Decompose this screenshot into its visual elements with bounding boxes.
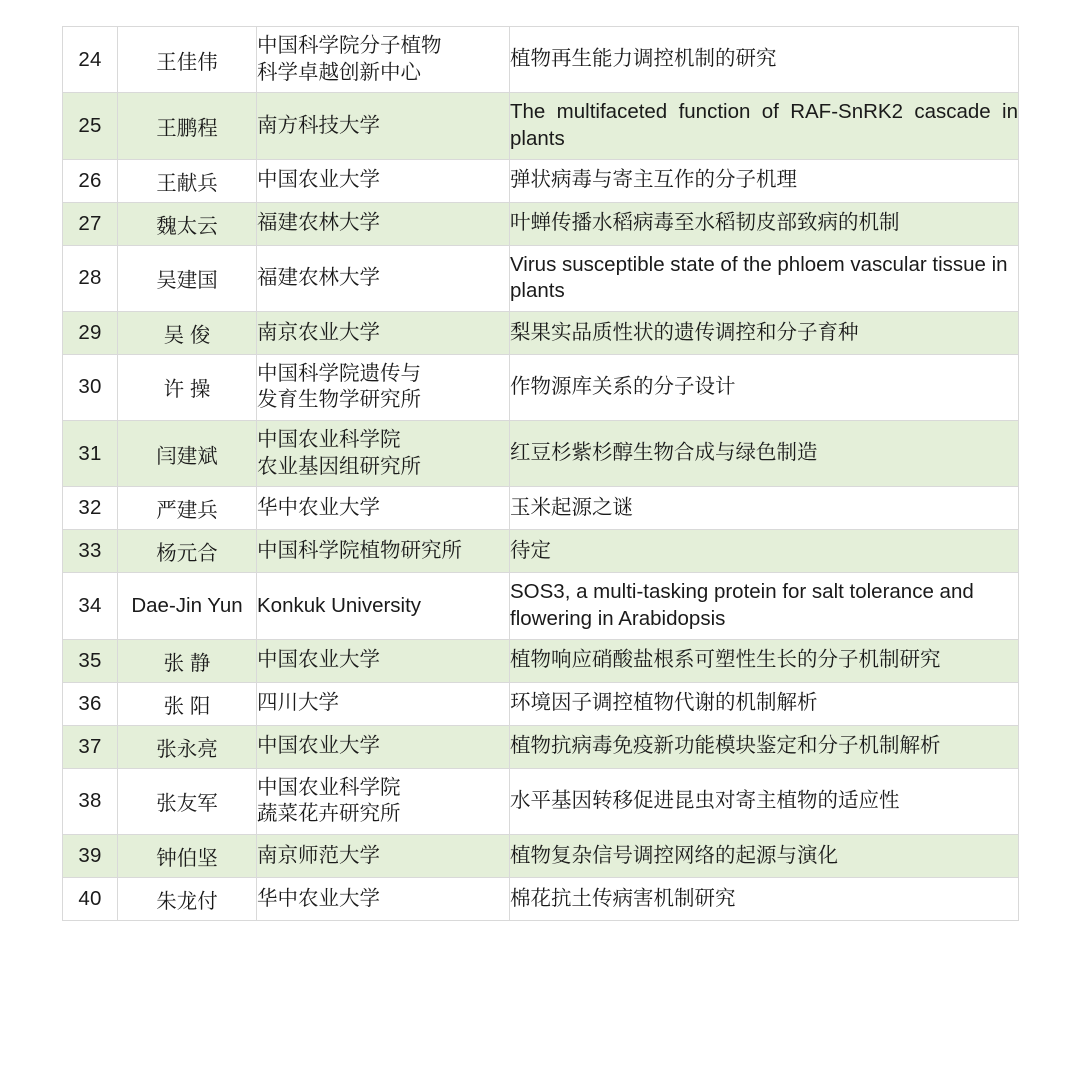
affiliation-line: 中国农业科学院 (257, 775, 401, 799)
affiliation-cell (257, 877, 510, 920)
row-index-cell: 30 (63, 354, 118, 420)
table-row (63, 93, 1019, 159)
table-row (63, 354, 1019, 420)
affiliation-cell (257, 245, 510, 311)
affiliation-cell (257, 159, 510, 202)
affiliation-line: 福建农林大学 (257, 265, 380, 289)
talk-title-cell: 植物抗病毒免疫新功能模块鉴定和分子机制解析 (510, 725, 1019, 768)
table-row (63, 768, 1019, 834)
affiliation-line: 中国科学院遗传与 (257, 361, 421, 385)
affiliation-line: 农业基因组研究所 (257, 454, 421, 478)
affiliation-cell (257, 768, 510, 834)
affiliation-cell (257, 93, 510, 159)
talk-title-cell: 植物响应硝酸盐根系可塑性生长的分子机制研究 (510, 639, 1019, 682)
affiliation-line: 四川大学 (257, 691, 339, 715)
affiliation-cell (257, 639, 510, 682)
talk-title-cell: 红豆杉紫杉醇生物合成与绿色制造 (510, 421, 1019, 487)
row-index-cell: 34 (63, 573, 118, 639)
affiliation-line: 华中农业大学 (257, 886, 380, 910)
row-index-cell: 27 (63, 202, 118, 245)
table-row (63, 159, 1019, 202)
table-row (63, 834, 1019, 877)
row-index-cell: 25 (63, 93, 118, 159)
table-row (63, 639, 1019, 682)
affiliation-cell (257, 354, 510, 420)
table-row (63, 421, 1019, 487)
speaker-name-cell: 钟伯坚 (118, 834, 257, 877)
affiliation-line: Konkuk University (257, 593, 422, 617)
affiliation-line: 中国农业大学 (257, 734, 380, 758)
affiliation-line: 发育生物学研究所 (257, 388, 421, 412)
affiliation-line: 南京师范大学 (257, 843, 380, 867)
table-body (63, 27, 1019, 921)
affiliation-line: 科学卓越创新中心 (257, 60, 421, 84)
talk-title-cell: 水平基因转移促进昆虫对寄主植物的适应性 (510, 768, 1019, 834)
row-index-cell: 37 (63, 725, 118, 768)
speaker-name-cell: 魏太云 (118, 202, 257, 245)
affiliation-line: 中国农业大学 (257, 648, 380, 672)
speaker-name-cell: 张 静 (118, 639, 257, 682)
row-index-cell: 24 (63, 27, 118, 93)
row-index-cell: 35 (63, 639, 118, 682)
affiliation-line: 中国科学院植物研究所 (257, 539, 462, 563)
speaker-name-cell: 张友军 (118, 768, 257, 834)
table-row (63, 573, 1019, 639)
table-row (63, 877, 1019, 920)
affiliation-cell (257, 27, 510, 93)
row-index-cell: 29 (63, 311, 118, 354)
row-index-cell: 40 (63, 877, 118, 920)
speaker-roster-table (62, 26, 1019, 921)
affiliation-line: 南京农业大学 (257, 320, 380, 344)
row-index-cell: 28 (63, 245, 118, 311)
talk-title-cell: 作物源库关系的分子设计 (510, 354, 1019, 420)
speaker-name-cell: 闫建斌 (118, 421, 257, 487)
speaker-name-cell: 王鹏程 (118, 93, 257, 159)
row-index-cell: 39 (63, 834, 118, 877)
speaker-name-cell: 吴 俊 (118, 311, 257, 354)
affiliation-cell (257, 421, 510, 487)
speaker-name-cell: 朱龙付 (118, 877, 257, 920)
affiliation-line: 中国农业科学院 (257, 428, 401, 452)
affiliation-cell (257, 311, 510, 354)
affiliation-line: 南方科技大学 (257, 113, 380, 137)
talk-title-cell: 植物再生能力调控机制的研究 (510, 27, 1019, 93)
affiliation-cell (257, 573, 510, 639)
row-index-cell: 32 (63, 487, 118, 530)
row-index-cell: 33 (63, 530, 118, 573)
talk-title-cell: 棉花抗土传病害机制研究 (510, 877, 1019, 920)
speaker-name-cell: 杨元合 (118, 530, 257, 573)
row-index-cell: 38 (63, 768, 118, 834)
talk-title-cell: 梨果实品质性状的遗传调控和分子育种 (510, 311, 1019, 354)
affiliation-line: 华中农业大学 (257, 496, 380, 520)
table-row (63, 27, 1019, 93)
speaker-name-cell: 张永亮 (118, 725, 257, 768)
affiliation-line: 中国科学院分子植物 (257, 34, 442, 57)
talk-title-cell: Virus susceptible state of the phloem vascular tissue in plants (510, 245, 1019, 311)
speaker-name-cell: Dae-Jin Yun (118, 573, 257, 639)
talk-title-cell: 弹状病毒与寄主互作的分子机理 (510, 159, 1019, 202)
talk-title-cell: SOS3, a multi-tasking protein for salt tolerance and flowering in Arabidopsis (510, 573, 1019, 639)
row-index-cell: 36 (63, 682, 118, 725)
table-row (63, 530, 1019, 573)
talk-title-cell: 叶蝉传播水稻病毒至水稻韧皮部致病的机制 (510, 202, 1019, 245)
speaker-name-cell: 严建兵 (118, 487, 257, 530)
row-index-cell: 31 (63, 421, 118, 487)
affiliation-cell (257, 487, 510, 530)
affiliation-cell (257, 202, 510, 245)
speaker-name-cell: 张 阳 (118, 682, 257, 725)
affiliation-line: 福建农林大学 (257, 211, 380, 235)
affiliation-cell (257, 834, 510, 877)
table-row (63, 311, 1019, 354)
talk-title-cell: The multifaceted function of RAF-SnRK2 cascade in plants (510, 93, 1019, 159)
speaker-name-cell: 吴建国 (118, 245, 257, 311)
affiliation-line: 中国农业大学 (257, 168, 380, 192)
row-index-cell: 26 (63, 159, 118, 202)
speaker-name-cell: 许 操 (118, 354, 257, 420)
table-row (63, 245, 1019, 311)
speaker-name-cell: 王献兵 (118, 159, 257, 202)
speaker-name-cell: 王佳伟 (118, 27, 257, 93)
affiliation-cell (257, 530, 510, 573)
talk-title-cell: 待定 (510, 530, 1019, 573)
affiliation-cell (257, 682, 510, 725)
table-row (63, 487, 1019, 530)
table-row (63, 202, 1019, 245)
table-row (63, 682, 1019, 725)
talk-title-cell: 玉米起源之谜 (510, 487, 1019, 530)
talk-title-cell: 环境因子调控植物代谢的机制解析 (510, 682, 1019, 725)
affiliation-line: 蔬菜花卉研究所 (257, 802, 401, 826)
talk-title-cell: 植物复杂信号调控网络的起源与演化 (510, 834, 1019, 877)
table-row (63, 725, 1019, 768)
affiliation-cell (257, 725, 510, 768)
